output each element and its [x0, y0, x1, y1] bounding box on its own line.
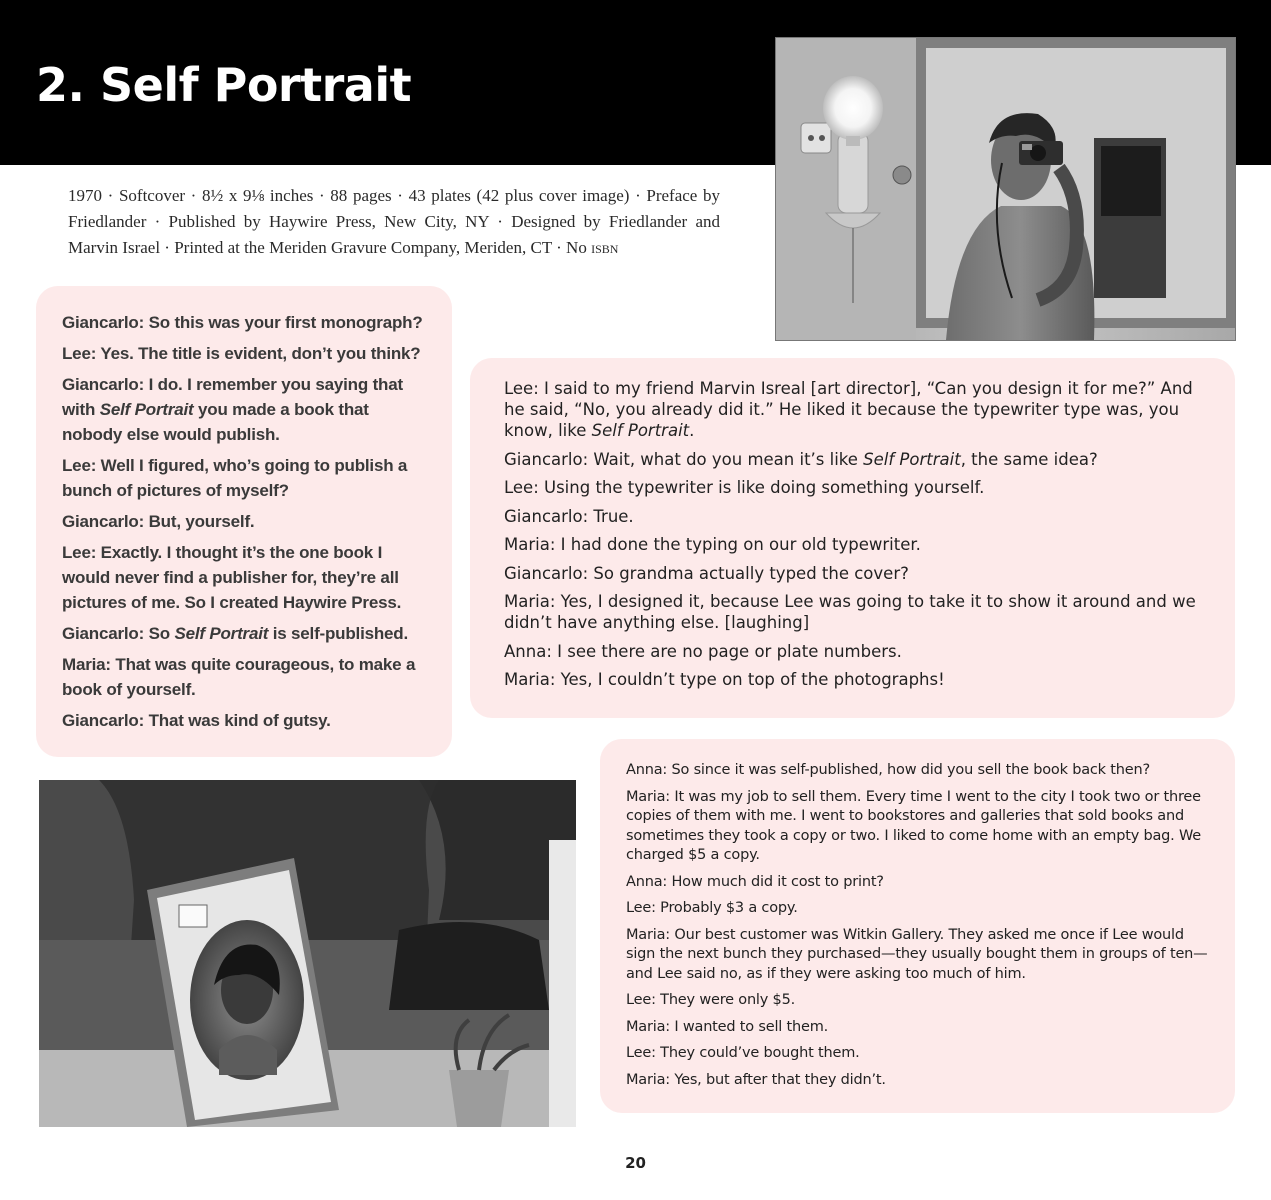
book-title-italic: Self Portrait: [591, 421, 690, 440]
dialogue-line: Maria: Our best customer was Witkin Gallery. They asked me once if Lee would sign the next bunch they purchased—they usually bought them in groups of ten—and Lee said no, as if they were asking too much of him.: [626, 926, 1208, 982]
book-title-italic: Self Portrait: [174, 624, 269, 643]
dialogue-line: Lee: Exactly. I thought it’s the one book I would never find a publisher for, they’re all pictures of me. So I created Haywire Press.: [62, 543, 402, 612]
dialogue-line: Lee: Using the typewriter is like doing something yourself.: [504, 478, 985, 497]
dialogue-line: Giancarlo: So Self Portrait is self-published.: [62, 624, 408, 643]
dialogue-line: Anna: How much did it cost to print?: [626, 873, 884, 890]
conversation-bubble-2: [470, 358, 1235, 718]
dialogue-line: Giancarlo: Wait, what do you mean it’s like Self Portrait, the same idea?: [504, 449, 1098, 469]
page-title: 2. Self Portrait: [36, 58, 412, 112]
dialogue-line: Giancarlo: So this was your first monograph?: [62, 313, 423, 332]
book-title-italic: Self Portrait: [99, 400, 194, 419]
dialogue-line: Lee: Yes. The title is evident, don’t you think?: [62, 344, 421, 363]
conversation-bubble-3: [600, 739, 1235, 1113]
dialogue-line: Maria: Yes, I designed it, because Lee was going to take it to show it around and we didn’t have anything else. [laughing]: [504, 592, 1196, 632]
self-portrait-photo: [775, 37, 1236, 341]
dialogue-line: Lee: Probably $3 a copy.: [626, 900, 798, 916]
dialogue-line: Lee: Well I figured, who’s going to publish a bunch of pictures of myself?: [62, 456, 408, 500]
dialogue-line: Giancarlo: I do. I remember you saying that with Self Portrait you made a book that nobody else would publish.: [62, 375, 403, 444]
dialogue-line: Maria: It was my job to sell them. Every time I went to the city I took two or three copies of them with me. I went to bookstores and galleries that sold books and sometimes they took a copy or two. I liked to come home with an empty bag. We charged $5 a copy.: [626, 788, 1202, 863]
dialogue-line: Anna: I see there are no page or plate numbers.: [504, 641, 902, 661]
dialogue-line: Lee: I said to my friend Marvin Isreal [art director], “Can you design it for me?” And he said, “No, you already did it.” He liked it because the typewriter type was, you know, like Self Portrait.: [504, 379, 1193, 440]
dialogue-line: Lee: They were only $5.: [626, 992, 796, 1008]
colophon-text: 1970 · Softcover · 8½ x 9⅛ inches · 88 pages · 43 plates (42 plus cover image) · Preface by Friedlander · Published by Haywire Press, New City, NY · Designed by Friedlander and Marvin Israel · Printed at the Meriden Gravure Company, Meriden, CT · No: [68, 186, 720, 257]
dialogue-line: Lee: They could’ve bought them.: [626, 1045, 860, 1061]
book-title-italic: Self Portrait: [863, 449, 961, 469]
page-number: 20: [625, 1154, 646, 1172]
shop-window-photo: [39, 780, 576, 1127]
conversation-bubble-1: [36, 286, 452, 757]
dialogue-line: Anna: So since it was self-published, how did you sell the book back then?: [626, 762, 1150, 778]
dialogue-line: Maria: I had done the typing on our old typewriter.: [504, 535, 921, 554]
dialogue-line: Giancarlo: That was kind of gutsy.: [62, 711, 331, 730]
dialogue-line: Giancarlo: So grandma actually typed the cover?: [504, 563, 909, 583]
dialogue-line: Maria: Yes, but after that they didn’t.: [626, 1071, 886, 1088]
dialogue-line: Maria: That was quite courageous, to make a book of yourself.: [62, 655, 416, 699]
colophon: [68, 183, 720, 261]
dialogue-line: Giancarlo: But, yourself.: [62, 512, 255, 531]
dialogue-line: Maria: I wanted to sell them.: [626, 1018, 829, 1035]
dialogue-line: Maria: Yes, I couldn’t type on top of the photographs!: [504, 670, 945, 689]
dialogue-line: Giancarlo: True.: [504, 506, 634, 526]
colophon-isbn: isbn: [591, 238, 619, 257]
